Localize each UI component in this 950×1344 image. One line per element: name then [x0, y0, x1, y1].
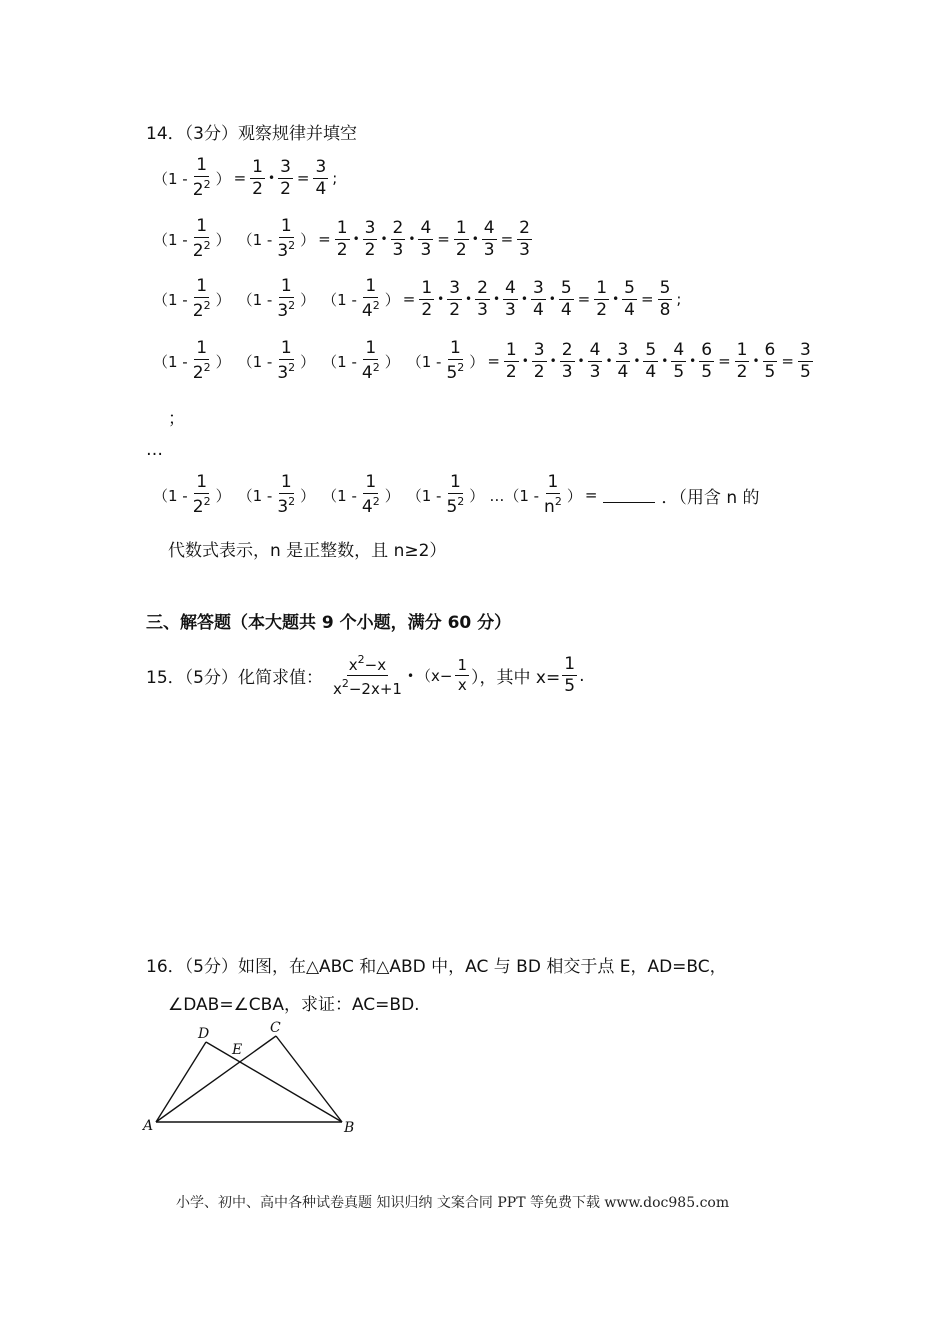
dot-operator: • [406, 668, 415, 683]
q14-heading: 14．（3分）观察规律并填空 [146, 124, 357, 144]
dot-operator: • [752, 354, 760, 368]
fraction: $\frac{3}{4}$ [532, 277, 544, 320]
semicolon: ; [332, 169, 338, 187]
triangle-figure [140, 1018, 380, 1148]
answer-blank[interactable] [603, 488, 655, 503]
paren-close: ） [215, 230, 231, 249]
paren-open: （1 - [322, 352, 357, 371]
paren-open: …（1 - [489, 486, 540, 505]
label-A: A [143, 1118, 154, 1134]
paren-open: （1 - [153, 230, 188, 249]
fraction: $\frac{3}{4}$ [315, 156, 327, 199]
fraction: $\frac{1}{2^2}$ [192, 216, 211, 261]
label-E: E [232, 1042, 243, 1058]
dot-operator: • [380, 232, 388, 246]
segment-AD [156, 1042, 206, 1122]
fraction: $\frac{1}{5}$ [564, 654, 576, 696]
fraction: $\frac{1}{3^2}$ [277, 472, 296, 517]
fraction: $\frac{2}{3}$ [392, 217, 404, 260]
fraction: $\frac{2}{3}$ [519, 217, 530, 260]
equals: = [500, 230, 514, 248]
instruction-text: ．（用含 n 的 [661, 487, 760, 508]
label-D: D [198, 1026, 210, 1042]
dot-operator: • [352, 232, 360, 246]
dot-operator: • [689, 354, 697, 368]
dot-operator: • [437, 292, 445, 306]
equals: = [584, 486, 598, 504]
paren-close: ） [215, 290, 231, 309]
fraction: $\frac{1}{x}$ [457, 656, 468, 694]
fraction: $\frac{6}{5}$ [764, 339, 776, 382]
paren-open: （1 - [237, 290, 273, 309]
fraction: $\frac{1}{2}$ [252, 156, 263, 199]
dot-operator: • [465, 292, 473, 306]
fraction: $\frac{1}{2^2}$ [192, 276, 211, 321]
section-heading: 三、解答题（本大题共 9 个小题，满分 60 分） [146, 613, 512, 633]
equals: = [718, 352, 731, 370]
paren-open: （1 - [153, 290, 188, 309]
dot-operator: • [612, 292, 620, 306]
q15 [146, 654, 584, 697]
fraction: $\frac{4}{3}$ [483, 217, 495, 260]
dot-operator: • [548, 292, 556, 306]
paren-close: ） [384, 290, 400, 309]
fraction: $\frac{1}{2}$ [455, 217, 467, 260]
fraction: $\frac{1}{2}$ [505, 339, 517, 382]
semicolon-line: ； [168, 409, 185, 429]
fraction: $\frac{3}{2}$ [449, 277, 461, 320]
dot-operator: • [605, 354, 613, 368]
fraction: $\frac{5}{4}$ [645, 339, 657, 382]
fraction: $\frac{1}{3^2}$ [277, 338, 296, 383]
paren-open: （1 - [237, 230, 273, 249]
paren-open: （1 - [322, 290, 357, 309]
fraction: $\frac{1}{2}$ [421, 277, 433, 320]
segment-AC [156, 1036, 276, 1122]
fraction: $\frac{6}{5}$ [701, 339, 713, 382]
label-C: C [270, 1020, 281, 1036]
dot-operator: • [661, 354, 669, 368]
paren-close: ） [384, 352, 400, 371]
dot-operator: • [408, 232, 416, 246]
paren-close: ） [215, 486, 231, 505]
fraction: $\frac{1}{2}$ [596, 277, 608, 320]
dot-operator: • [577, 354, 585, 368]
fraction: $\frac{3}{2}$ [364, 217, 376, 260]
paren-close: ） [566, 486, 582, 505]
q16-line1: 16．（5分）如图，在△ABC 和△ABD 中，AC 与 BD 相交于点 E，AD=BC， [146, 957, 727, 977]
dot-operator: • [267, 171, 276, 185]
fraction: $\frac{4}{5}$ [673, 339, 685, 382]
equals: = [233, 169, 247, 187]
fraction: $\frac{1}{2}$ [736, 339, 748, 382]
fraction: $\frac{1}{2^2}$ [192, 155, 211, 200]
paren-open: （1 - [406, 352, 442, 371]
q14-row1 [152, 157, 339, 199]
fraction: $\frac{1}{3^2}$ [277, 276, 296, 321]
paren-open: （x− [416, 667, 453, 685]
q14-row3 [152, 278, 683, 320]
dot-operator: • [471, 232, 479, 246]
fraction: $\frac{1}{4^2}$ [361, 276, 380, 321]
fraction: $\frac{4}{3}$ [589, 339, 601, 382]
fraction: $\frac{1}{2^2}$ [192, 338, 211, 383]
paren-open: （1 - [237, 486, 273, 505]
dot-operator: • [549, 354, 557, 368]
fraction: $\frac{2}{3}$ [477, 277, 488, 320]
fraction: $\frac{x^2-x}{x^2-2x+1}$ [332, 653, 402, 698]
paren-open: （1 - [153, 352, 188, 371]
paren-close: ） [300, 486, 316, 505]
q14-row2 [152, 218, 534, 260]
fraction: $\frac{1}{2^2}$ [192, 472, 211, 517]
paren-close: ） [300, 230, 316, 249]
fraction: $\frac{5}{4}$ [624, 277, 635, 320]
dot-operator: • [492, 292, 501, 306]
fraction: $\frac{1}{3^2}$ [277, 216, 296, 261]
paren-close: ） [300, 290, 316, 309]
fraction: $\frac{3}{4}$ [617, 339, 629, 382]
paren-open: （1 - [153, 169, 188, 188]
footer-text: 小学、初中、高中各种试卷真题 知识归纳 文案合同 PPT 等免费下载 www.doc985.com [176, 1195, 730, 1211]
semicolon: ; [676, 290, 682, 308]
equals: = [437, 230, 450, 248]
period: . [579, 665, 585, 686]
q16-line2: ∠DAB=∠CBA，求证：AC=BD. [168, 995, 420, 1015]
equals: = [640, 290, 654, 308]
fraction: $\frac{5}{4}$ [560, 277, 572, 320]
q14-row6: 代数式表示，n 是正整数，且 n≥2） [168, 541, 447, 561]
paren-open: （1 - [322, 486, 357, 505]
equals: = [402, 290, 416, 308]
equals: = [577, 290, 591, 308]
fraction: $\frac{4}{3}$ [420, 217, 432, 260]
fraction: $\frac{2}{3}$ [561, 339, 573, 382]
paren-close: ） [300, 352, 316, 371]
fraction: $\frac{1}{n^2}$ [544, 472, 562, 517]
fraction: $\frac{3}{2}$ [280, 156, 291, 199]
q15-prefix: 15．（5分）化简求值： [146, 668, 323, 688]
fraction: $\frac{1}{5^2}$ [446, 472, 465, 517]
fraction: $\frac{1}{5^2}$ [446, 338, 465, 383]
fraction: $\frac{1}{4^2}$ [361, 338, 380, 383]
equals: = [318, 230, 331, 248]
fraction: $\frac{1}{4^2}$ [361, 472, 380, 517]
fraction: $\frac{1}{2}$ [336, 217, 348, 260]
fraction: $\frac{3}{5}$ [799, 339, 811, 382]
q15-suffix: ），其中 x= [471, 668, 561, 688]
paren-open: （1 - [237, 352, 273, 371]
paren-close: ） [469, 486, 485, 505]
segment-BC [276, 1036, 342, 1122]
paren-open: （1 - [153, 486, 188, 505]
equals: = [781, 352, 794, 370]
fraction: $\frac{3}{2}$ [533, 339, 545, 382]
paren-close: ） [215, 352, 231, 371]
ellipsis: … [146, 440, 163, 460]
fraction: $\frac{4}{3}$ [505, 277, 516, 320]
dot-operator: • [520, 292, 528, 306]
label-B: B [344, 1120, 355, 1136]
dot-operator: • [633, 354, 641, 368]
paren-close: ） [384, 486, 400, 505]
paren-close: ） [215, 169, 231, 188]
segment-BD [206, 1042, 342, 1122]
fraction: $\frac{5}{8}$ [659, 277, 671, 320]
dot-operator: • [521, 354, 529, 368]
equals: = [296, 169, 310, 187]
paren-close: ） [469, 352, 485, 371]
paren-open: （1 - [406, 486, 442, 505]
equals: = [487, 352, 500, 370]
q14-row4 [152, 340, 815, 382]
q14-row5 [152, 474, 762, 516]
